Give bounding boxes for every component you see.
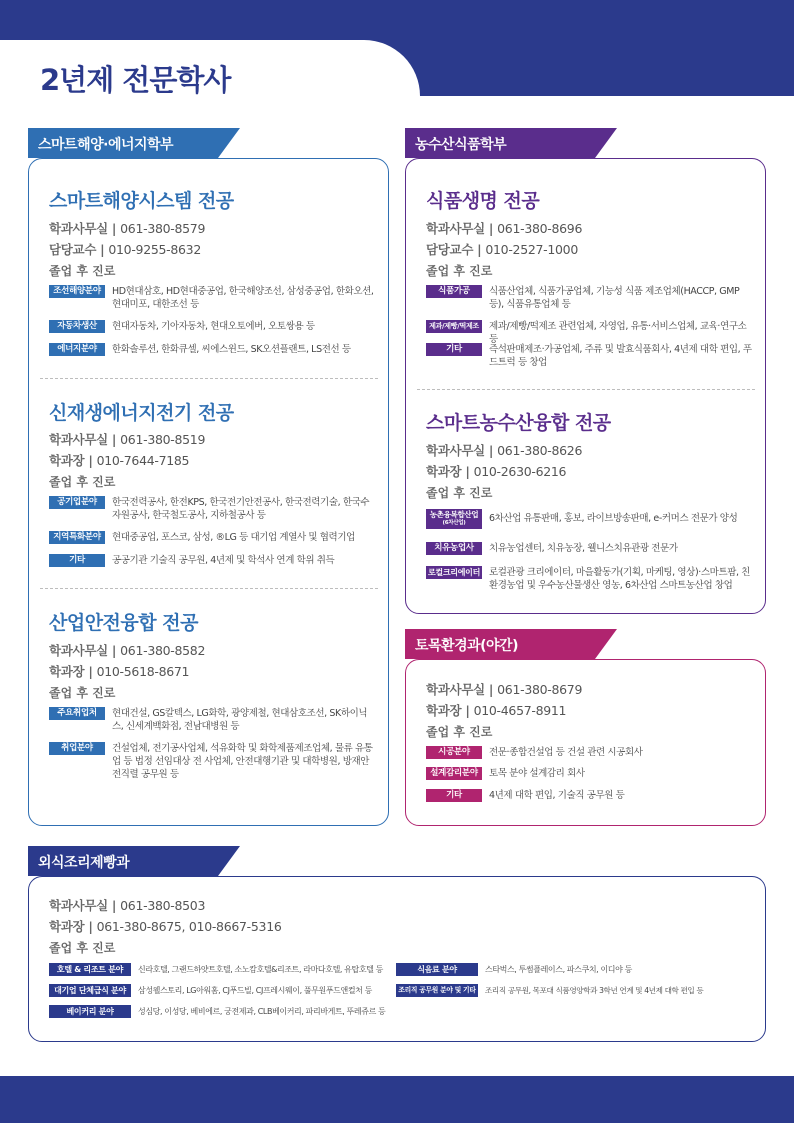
office-label: 학과사무실 — [426, 221, 485, 236]
agri-tab-label: 농수산식품학부 — [415, 137, 507, 153]
career-heading: 졸업 후 진로 — [426, 264, 493, 278]
career-row — [426, 746, 758, 759]
marine-tab — [28, 128, 218, 158]
career-row — [426, 767, 758, 780]
career-badge: 식음료 분야 — [396, 963, 478, 976]
career-badge: 기타 — [426, 789, 482, 802]
career-heading: 졸업 후 진로 — [49, 941, 116, 955]
office-phone: 061-380-8679 — [497, 682, 583, 697]
career-row — [396, 984, 760, 997]
career-text: 로컬관광 크리에이터, 마을활동가(기획, 마케팅, 영상)·스마트팜, 친환경농업 및 우수농산물생산 영농, 6차산업 스마트농산업 창업 — [489, 567, 751, 591]
divider — [40, 588, 378, 589]
career-row — [426, 343, 758, 369]
civil-tab-label: 토목환경과(야간) — [415, 638, 518, 654]
career-text: 신라호텔, 그랜드하얏트호텔, 소노캄호텔&리조트, 라마다호텔, 유탑호텔 등 — [138, 965, 383, 974]
office-line: 학과사무실 | 061-380-8582 — [49, 643, 206, 658]
contact-phone: 010-2527-1000 — [485, 242, 578, 257]
contact-line: 학과장 | 010-5618-8671 — [49, 664, 190, 679]
office-label: 학과사무실 — [426, 682, 485, 697]
office-phone: 061-380-8626 — [497, 443, 583, 458]
contact-phone: 010-4657-8911 — [473, 703, 567, 718]
career-badge: 설계감리분야 — [426, 767, 482, 780]
agri-tab-corner — [595, 128, 617, 158]
civil-tab-corner — [595, 629, 617, 659]
career-text: 토목 분야 설계감리 회사 — [489, 768, 585, 779]
career-badge: 에너지분야 — [49, 343, 105, 356]
career-badge-sublabel: (6차산업) — [442, 520, 466, 526]
career-badge — [426, 509, 482, 529]
office-phone: 061-380-8582 — [120, 643, 206, 658]
office-label: 학과사무실 — [49, 432, 108, 447]
office-label: 학과사무실 — [49, 898, 108, 913]
career-text: 치유농업센터, 치유농장, 웰니스치유관광 전문가 — [489, 543, 678, 554]
career-heading: 졸업 후 진로 — [49, 686, 116, 700]
office-label: 학과사무실 — [49, 643, 108, 658]
contact-phone: 061-380-8675, 010-8667-5316 — [96, 919, 282, 934]
major-name: 스마트해양시스템 전공 — [49, 190, 234, 212]
career-badge: 호텔 & 리조트 분야 — [49, 963, 131, 976]
office-line: 학과사무실 | 061-380-8579 — [49, 221, 206, 236]
career-text: 4년제 대학 편입, 기술직 공무원 등 — [489, 790, 625, 801]
contact-label: 학과장 — [426, 703, 462, 718]
career-text: 공공기관 기술직 공무원, 4년제 및 학석사 연계 학위 취득 — [112, 555, 335, 566]
footer-band — [0, 1076, 794, 1123]
career-text: 현대건설, GS칼텍스, LG화학, 광양제철, 현대삼호조선, SK하이닉스, 신세계백화점, 전남대병원 등 — [112, 708, 368, 732]
career-badge: 로컬크리에이터 — [428, 568, 480, 577]
agri-tab — [405, 128, 595, 158]
career-text: 전문·종합건설업 등 건설 관련 시공회사 — [489, 747, 643, 758]
contact-label: 담당교수 — [426, 242, 474, 257]
office-label: 학과사무실 — [426, 443, 485, 458]
office-line: 학과사무실 | 061-380-8696 — [426, 221, 583, 236]
career-text: 스타벅스, 투썸플레이스, 파스쿠치, 이디야 등 — [485, 965, 632, 974]
career-text: 한국전력공사, 한전KPS, 한국전기안전공사, 한국전력기술, 한국수자원공사, 한국철도공사, 지하철공사 등 — [112, 497, 370, 521]
career-row — [49, 707, 379, 733]
office-line: 학과사무실 | 061-380-8679 — [426, 682, 583, 697]
civil-tab — [405, 629, 595, 659]
contact-label: 학과장 — [49, 919, 85, 934]
divider — [417, 389, 755, 390]
career-text: 한화솔루션, 한화큐셀, 씨에스윈드, SK오션플랜트, LS전선 등 — [112, 344, 351, 355]
career-text: 즉석판매제조·가공업체, 주류 및 발효식품회사, 4년제 대학 편입, 푸드트럭 등 창업 — [489, 344, 752, 368]
career-text: 삼성웰스토리, LG아워홈, CJ푸드빌, CJ프레시웨이, 풀무원푸드앤컬처 등 — [138, 986, 372, 995]
career-text: 성심당, 이성당, 베비에르, 궁전제과, CLB베이커리, 파리바게트, 뚜레쥬르 등 — [138, 1007, 386, 1016]
career-badge: 조리직 공무원 분야 및 기타 — [396, 984, 478, 997]
career-badge: 베이커리 분야 — [49, 1005, 131, 1018]
career-text: 현대중공업, 포스코, 삼성, ®LG 등 대기업 계열사 및 협력기업 — [112, 532, 355, 543]
office-line: 학과사무실 | 061-380-8503 — [49, 898, 206, 913]
contact-line: 학과장 | 061-380-8675, 010-8667-5316 — [49, 919, 282, 934]
office-phone: 061-380-8696 — [497, 221, 583, 236]
career-badge: 기타 — [426, 343, 482, 356]
career-heading: 졸업 후 진로 — [49, 475, 116, 489]
career-badge: 주요취업처 — [49, 707, 105, 720]
career-row — [49, 285, 379, 311]
career-row — [49, 496, 379, 522]
career-badge: 대기업 단체급식 분야 — [49, 984, 131, 997]
office-label: 학과사무실 — [49, 221, 108, 236]
career-row — [49, 742, 379, 781]
career-badge: 자동차생산 — [49, 320, 105, 333]
marine-tab-label: 스마트해양·에너지학부 — [38, 137, 174, 153]
career-badge: 시공분야 — [426, 746, 482, 759]
major-name: 식품생명 전공 — [426, 190, 540, 212]
career-text: 6차산업 유통판매, 홍보, 라이브방송판매, e-커머스 전문가 양성 — [489, 513, 738, 524]
career-row — [49, 963, 389, 976]
career-badge: 공기업분야 — [49, 496, 105, 509]
career-text: 현대자동차, 기아자동차, 현대오토에버, 오토쌍용 등 — [112, 321, 315, 332]
header-band-left — [0, 0, 360, 40]
contact-label: 담당교수 — [49, 242, 97, 257]
office-phone: 061-380-8519 — [120, 432, 206, 447]
career-row — [396, 963, 760, 976]
culinary-tab-label: 외식조리제빵과 — [38, 855, 130, 871]
career-row — [426, 566, 758, 592]
culinary-tab-corner — [218, 846, 240, 876]
office-phone: 061-380-8503 — [120, 898, 206, 913]
contact-line: 학과장 | 010-4657-8911 — [426, 703, 567, 718]
career-row — [49, 343, 379, 356]
career-heading: 졸업 후 진로 — [426, 486, 493, 500]
career-row — [49, 1005, 389, 1018]
contact-label: 학과장 — [426, 464, 462, 479]
career-badge: 조선해양분야 — [49, 285, 105, 298]
contact-line: 학과장 | 010-7644-7185 — [49, 453, 190, 468]
career-badge: 지역특화분야 — [49, 531, 105, 544]
career-badge: 기타 — [49, 554, 105, 567]
contact-phone: 010-5618-8671 — [96, 664, 190, 679]
career-heading: 졸업 후 진로 — [49, 264, 116, 278]
career-row — [49, 320, 379, 333]
contact-phone: 010-2630-6216 — [473, 464, 567, 479]
career-text: 제과/제빵/떡제조 관련업체, 자영업, 유통·서비스업체, 교육·연구소 등 — [489, 321, 747, 345]
career-row — [426, 542, 758, 555]
career-text: 건설업체, 전기공사업체, 석유화학 및 화학제품제조업체, 물류 유통업 등 법정 선임대상 전 사업체, 안전대행기관 및 대학병원, 방재안전직렬 공무원 등 — [112, 743, 373, 780]
career-badge: 취업분야 — [49, 742, 105, 755]
career-row — [49, 984, 389, 997]
culinary-tab — [28, 846, 218, 876]
career-text: 조리직 공무원, 목포대 식품영양학과 3학년 연계 및 4년제 대학 편입 등 — [485, 986, 704, 995]
divider — [40, 378, 378, 379]
career-row — [49, 554, 379, 567]
major-name: 산업안전융합 전공 — [49, 612, 198, 634]
career-row — [426, 509, 758, 529]
career-heading: 졸업 후 진로 — [426, 725, 493, 739]
office-line: 학과사무실 | 061-380-8626 — [426, 443, 583, 458]
contact-phone: 010-9255-8632 — [108, 242, 201, 257]
contact-line: 학과장 | 010-2630-6216 — [426, 464, 567, 479]
contact-line: 담당교수 | 010-9255-8632 — [49, 242, 201, 257]
career-text: 식품산업체, 식품가공업체, 기능성 식품 제조업체(HACCP, GMP 등), 식품유통업체 등 — [489, 286, 740, 310]
career-badge: 식품가공 — [426, 285, 482, 298]
contact-label: 학과장 — [49, 453, 85, 468]
major-name: 스마트농수산융합 전공 — [426, 412, 611, 434]
career-badge: 제과/제빵/떡제조 — [426, 320, 482, 333]
career-text: HD현대삼호, HD현대중공업, 한국해양조선, 삼성중공업, 한화오션, 현대미포, 대한조선 등 — [112, 286, 374, 310]
office-line: 학과사무실 | 061-380-8519 — [49, 432, 206, 447]
career-badge-label: 농촌융복합산업 — [429, 510, 479, 519]
page-title: 2년제 전문학사 — [40, 63, 231, 97]
marine-tab-corner — [218, 128, 240, 158]
contact-label: 학과장 — [49, 664, 85, 679]
career-row — [49, 531, 379, 544]
career-row — [426, 789, 758, 802]
career-row — [426, 285, 758, 311]
office-phone: 061-380-8579 — [120, 221, 206, 236]
career-badge: 치유농업사 — [426, 542, 482, 555]
major-name: 신재생에너지전기 전공 — [49, 402, 234, 424]
contact-phone: 010-7644-7185 — [96, 453, 190, 468]
contact-line: 담당교수 | 010-2527-1000 — [426, 242, 578, 257]
